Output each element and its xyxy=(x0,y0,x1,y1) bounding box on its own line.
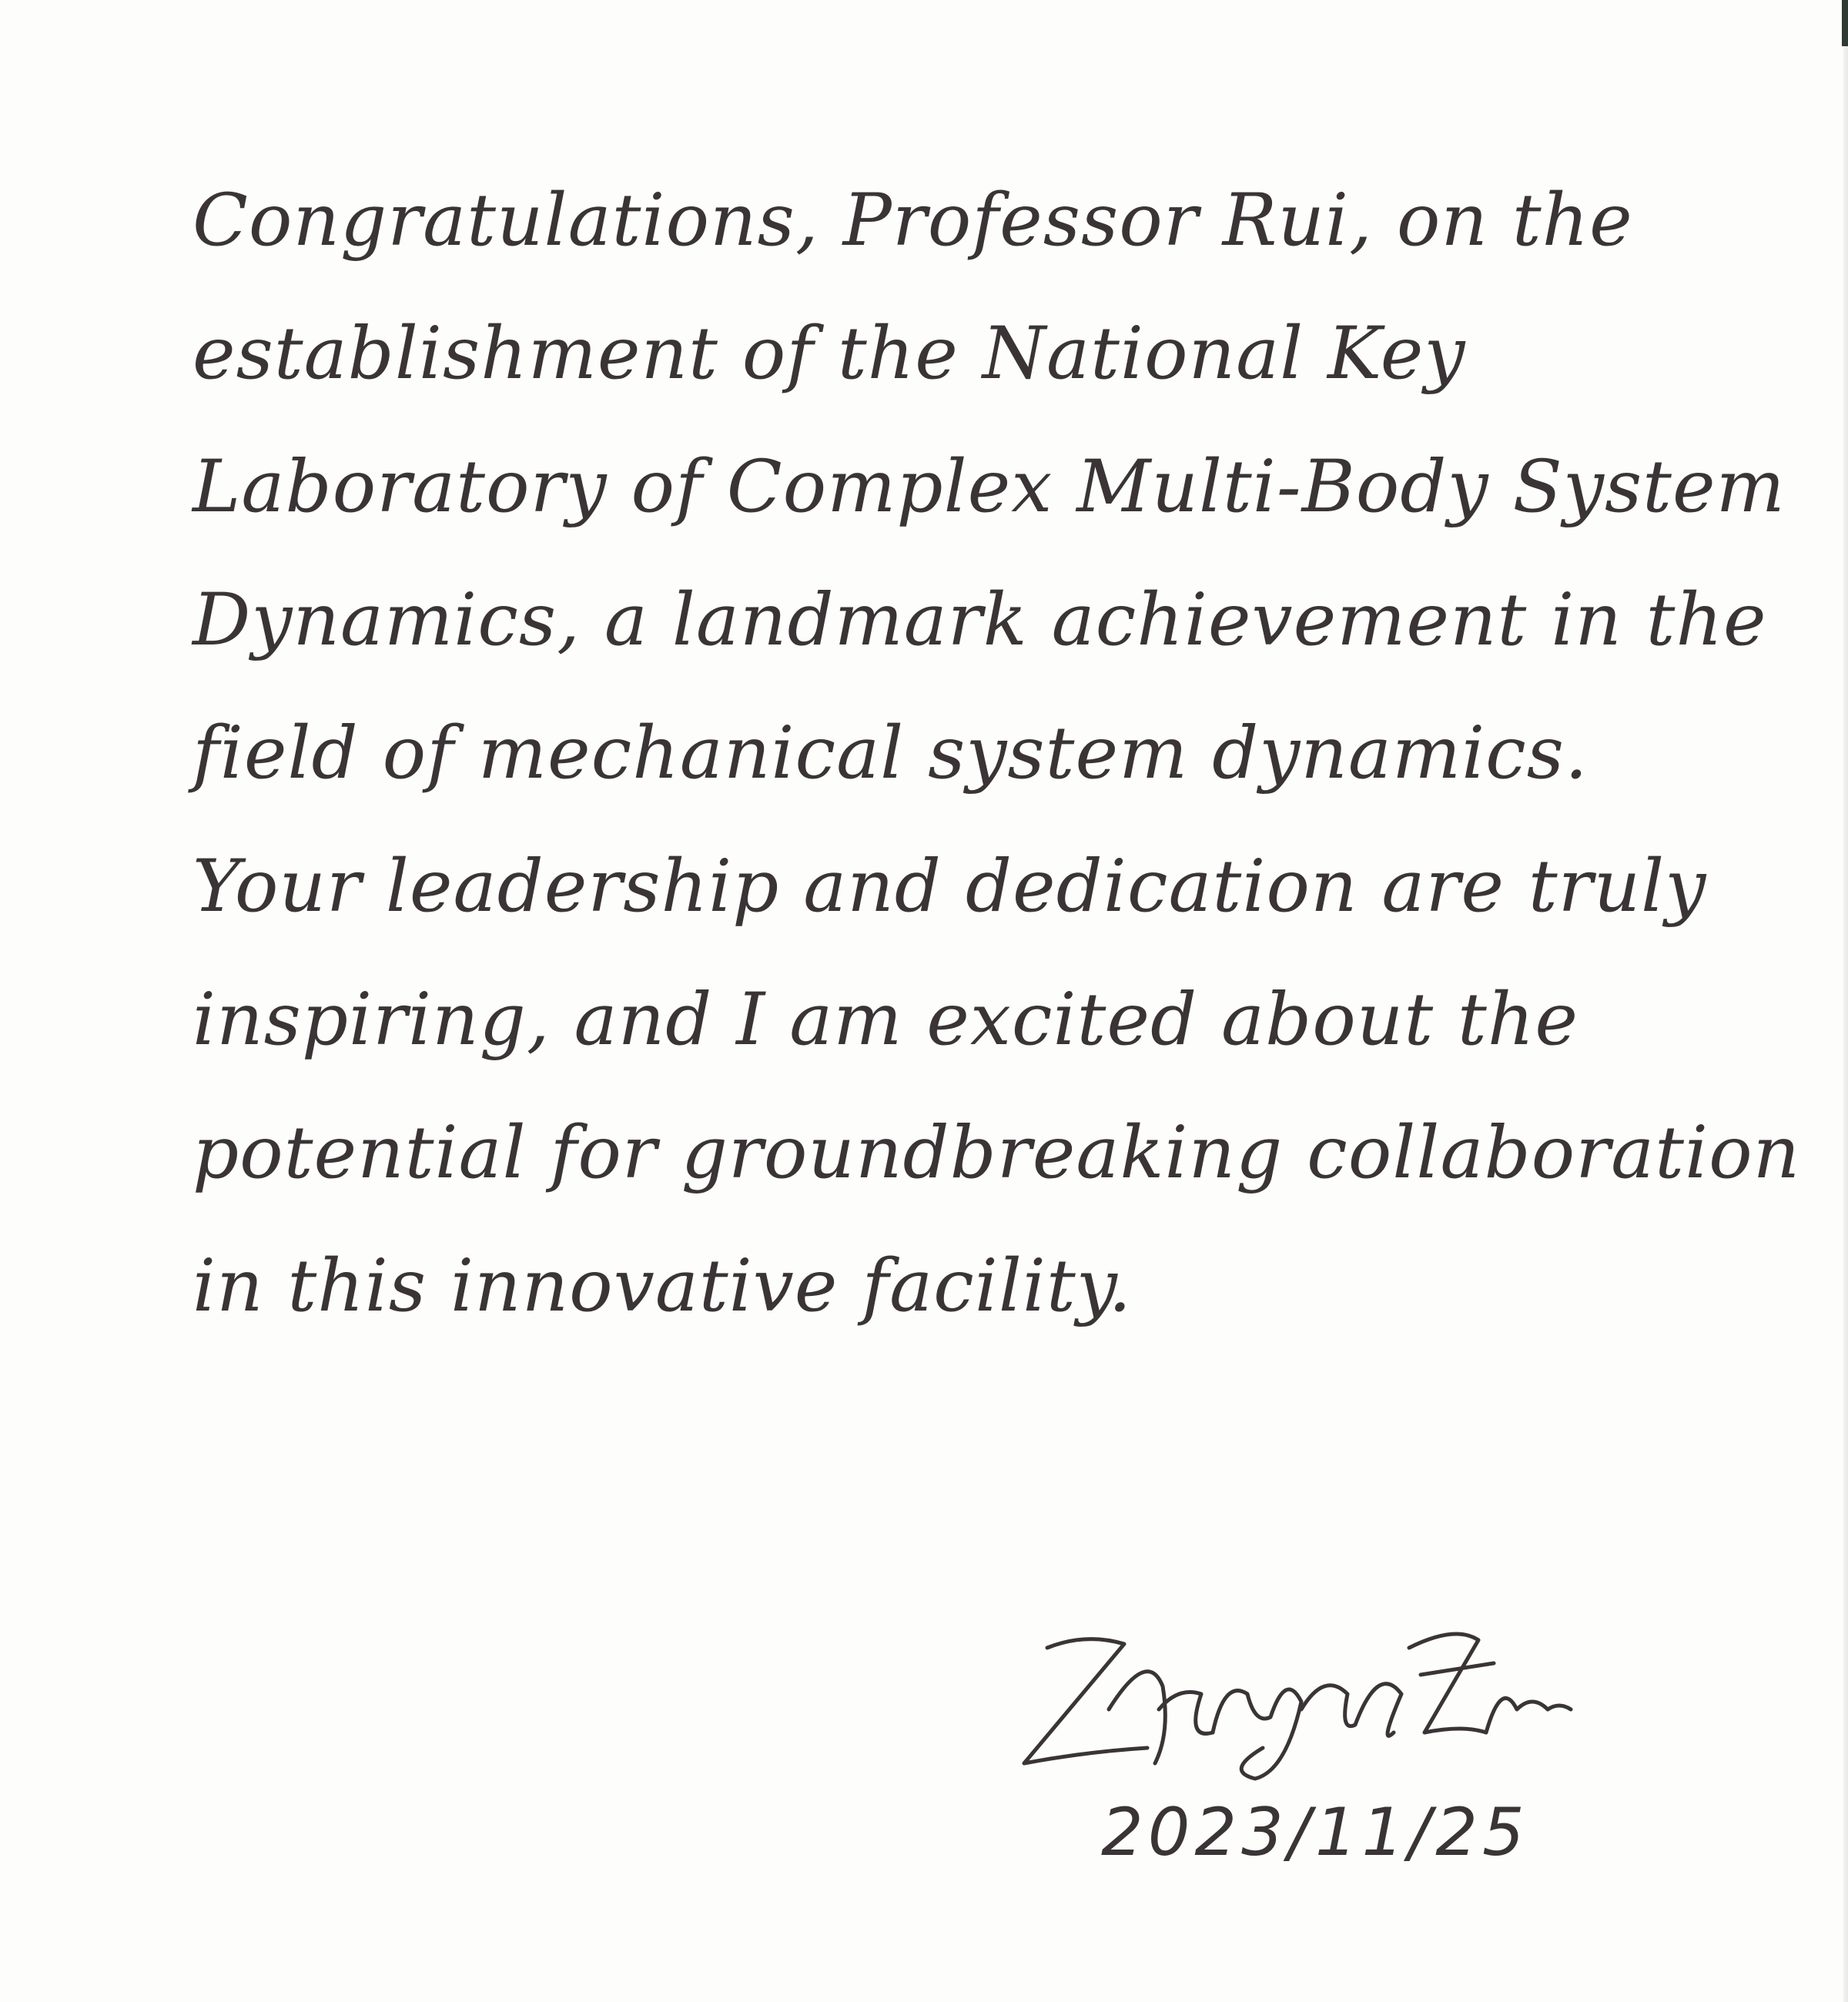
letter-line-1: Congratulations, Professor Rui, on the xyxy=(192,179,1633,263)
letter-line-7: inspiring, and I am excited about the xyxy=(192,978,1579,1062)
scan-edge-mark xyxy=(1842,0,1848,46)
letter-line-6: Your leadership and dedication are truly xyxy=(192,845,1707,929)
letter-line-8: potential for groundbreaking collaboration xyxy=(192,1111,1801,1195)
letter-line-3: Laboratory of Complex Multi-Body System xyxy=(192,445,1786,529)
letter-line-4: Dynamics, a landmark achievement in the xyxy=(192,578,1767,662)
handwritten-letter xyxy=(192,154,1801,1353)
scan-edge xyxy=(1843,46,1848,2002)
handwritten-signature xyxy=(993,1617,1578,1786)
signature-scribble xyxy=(993,1617,1578,1786)
letter-line-2: establishment of the National Key xyxy=(192,312,1466,396)
letter-line-9: in this innovative facility. xyxy=(192,1244,1133,1328)
letter-date: 2023/11/25 xyxy=(1101,1794,1529,1871)
letter-line-5: field of mechanical system dynamics. xyxy=(192,711,1589,795)
